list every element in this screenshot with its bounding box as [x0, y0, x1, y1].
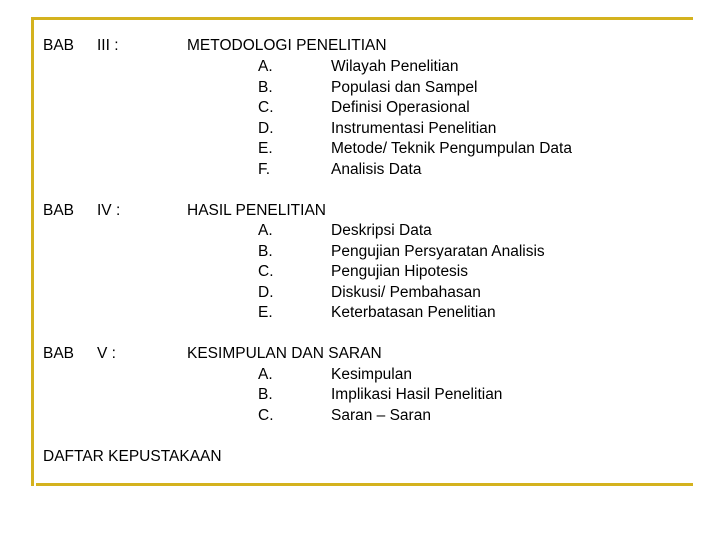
left-rule	[31, 17, 34, 486]
item-text: Metode/ Teknik Pengumpulan Data	[331, 140, 572, 157]
chapter-label: BAB	[43, 345, 75, 362]
chapter-label: BAB	[43, 37, 75, 54]
item-letter: E.	[258, 140, 273, 157]
item-text: Diskusi/ Pembahasan	[331, 284, 481, 301]
item-text: Pengujian Persyaratan Analisis	[331, 243, 545, 260]
item-letter: A.	[258, 58, 273, 75]
item-letter: D.	[258, 284, 274, 301]
item-text: Analisis Data	[331, 161, 422, 178]
chapter-number: III :	[97, 37, 119, 54]
item-text: Wilayah Penelitian	[331, 58, 459, 75]
item-text: Keterbatasan Penelitian	[331, 304, 496, 321]
item-letter: D.	[258, 120, 274, 137]
chapter-number: IV :	[97, 202, 121, 219]
item-text: Instrumentasi Penelitian	[331, 120, 497, 137]
item-text: Kesimpulan	[331, 366, 412, 383]
top-rule	[31, 17, 693, 20]
item-text: Populasi dan Sampel	[331, 79, 478, 96]
item-letter: B.	[258, 386, 273, 403]
references-heading: DAFTAR KEPUSTAKAAN	[43, 448, 222, 465]
item-letter: B.	[258, 243, 273, 260]
item-letter: C.	[258, 99, 274, 116]
chapter-title: KESIMPULAN DAN SARAN	[187, 345, 382, 362]
item-letter: B.	[258, 79, 273, 96]
item-text: Implikasi Hasil Penelitian	[331, 386, 503, 403]
item-text: Pengujian Hipotesis	[331, 263, 469, 280]
item-letter: F.	[258, 161, 271, 178]
chapter-number: V :	[97, 345, 116, 362]
item-text: Saran – Saran	[331, 407, 431, 424]
chapter-title: HASIL PENELITIAN	[187, 202, 326, 219]
item-text: Definisi Operasional	[331, 99, 470, 116]
item-text: Deskripsi Data	[331, 222, 432, 239]
item-letter: E.	[258, 304, 273, 321]
item-letter: A.	[258, 366, 273, 383]
item-letter: C.	[258, 263, 274, 280]
chapter-title: METODOLOGI PENELITIAN	[187, 37, 387, 54]
chapter-label: BAB	[43, 202, 75, 219]
item-letter: A.	[258, 222, 273, 239]
item-letter: C.	[258, 407, 274, 424]
bottom-rule	[36, 483, 693, 486]
